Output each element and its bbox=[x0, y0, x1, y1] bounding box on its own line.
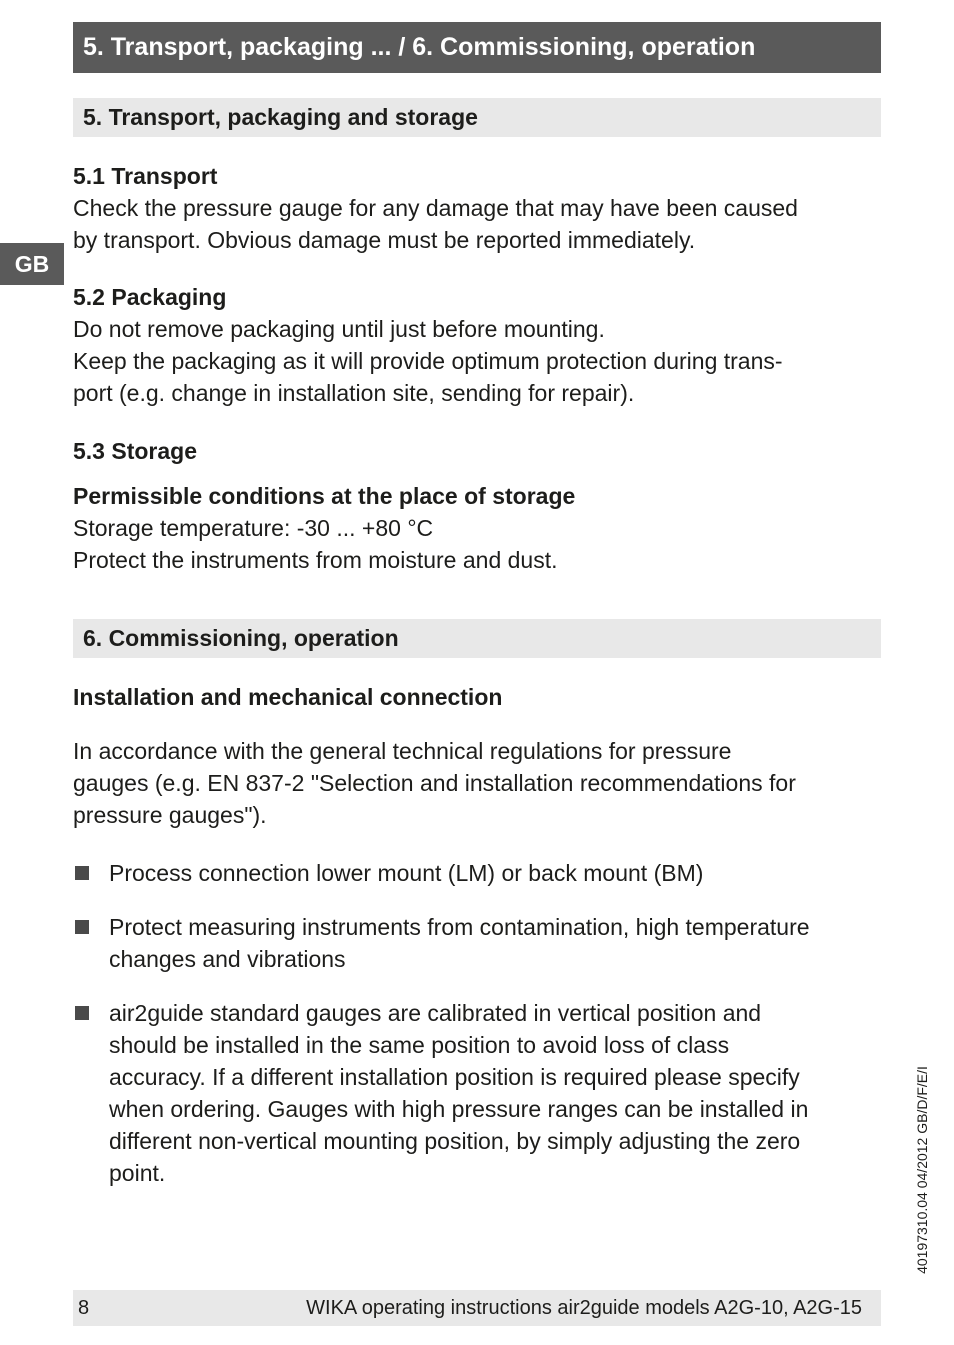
intro-line: pressure gauges"). bbox=[73, 802, 267, 828]
language-tab: GB bbox=[0, 243, 64, 285]
bullet-line: air2guide standard gauges are calibrated in vertical position and bbox=[109, 1000, 762, 1026]
list-item bbox=[73, 857, 883, 889]
document-number: 40197310.04 04/2012 GB/D/F/E/I bbox=[914, 1066, 930, 1274]
packaging-line: Do not remove packaging until just before mounting. bbox=[73, 316, 605, 342]
bullet-line: accuracy. If a different installation position is required please specify bbox=[109, 1064, 800, 1090]
footer-text: WIKA operating instructions air2guide models A2G-10, A2G-15 bbox=[306, 1297, 862, 1319]
bullet-line: when ordering. Gauges with high pressure ranges can be installed in bbox=[109, 1096, 809, 1122]
storage-heading-block bbox=[73, 435, 883, 467]
section-5-title: 5. Transport, packaging and storage bbox=[73, 98, 881, 137]
page-number: 8 bbox=[78, 1297, 90, 1319]
transport-heading: 5.1 Transport bbox=[73, 163, 218, 189]
storage-line: Protect the instruments from moisture and dust. bbox=[73, 547, 558, 573]
storage-subheading: Permissible conditions at the place of storage bbox=[73, 483, 576, 509]
installation-subheading: Installation and mechanical connection bbox=[73, 684, 503, 710]
transport-line: by transport. Obvious damage must be reported immediately. bbox=[73, 227, 696, 253]
bullet-line: different non-vertical mounting position, by simply adjusting the zero bbox=[109, 1128, 801, 1154]
packaging-heading: 5.2 Packaging bbox=[73, 284, 227, 310]
page-footer bbox=[73, 1290, 881, 1326]
bullet-line: should be installed in the same position to avoid loss of class bbox=[109, 1032, 730, 1058]
storage-section bbox=[73, 480, 883, 576]
bullet-square-icon bbox=[75, 1006, 89, 1020]
bullet-line: point. bbox=[109, 1160, 166, 1186]
bullet-line: Protect measuring instruments from contamination, high temperature bbox=[109, 914, 810, 940]
intro-line: gauges (e.g. EN 837-2 "Selection and installation recommendations for bbox=[73, 770, 796, 796]
transport-line: Check the pressure gauge for any damage that may have been caused bbox=[73, 195, 798, 221]
bullet-line: changes and vibrations bbox=[109, 946, 346, 972]
installation-bullet-list bbox=[73, 857, 883, 1211]
list-item bbox=[73, 997, 883, 1189]
bullet-line: Process connection lower mount (LM) or back mount (BM) bbox=[109, 860, 704, 886]
packaging-line: Keep the packaging as it will provide optimum protection during trans- bbox=[73, 348, 783, 374]
list-item bbox=[73, 911, 883, 975]
installation-intro bbox=[73, 735, 883, 831]
section-6-title: 6. Commissioning, operation bbox=[73, 619, 881, 658]
installation-heading-block bbox=[73, 681, 883, 713]
transport-section bbox=[73, 160, 883, 256]
packaging-section bbox=[73, 281, 883, 409]
page-header-title: 5. Transport, packaging ... / 6. Commissioning, operation bbox=[73, 22, 881, 73]
bullet-square-icon bbox=[75, 920, 89, 934]
storage-line: Storage temperature: -30 ... +80 °C bbox=[73, 515, 434, 541]
intro-line: In accordance with the general technical regulations for pressure bbox=[73, 738, 732, 764]
storage-heading: 5.3 Storage bbox=[73, 438, 197, 464]
packaging-line: port (e.g. change in installation site, sending for repair). bbox=[73, 380, 635, 406]
bullet-square-icon bbox=[75, 866, 89, 880]
